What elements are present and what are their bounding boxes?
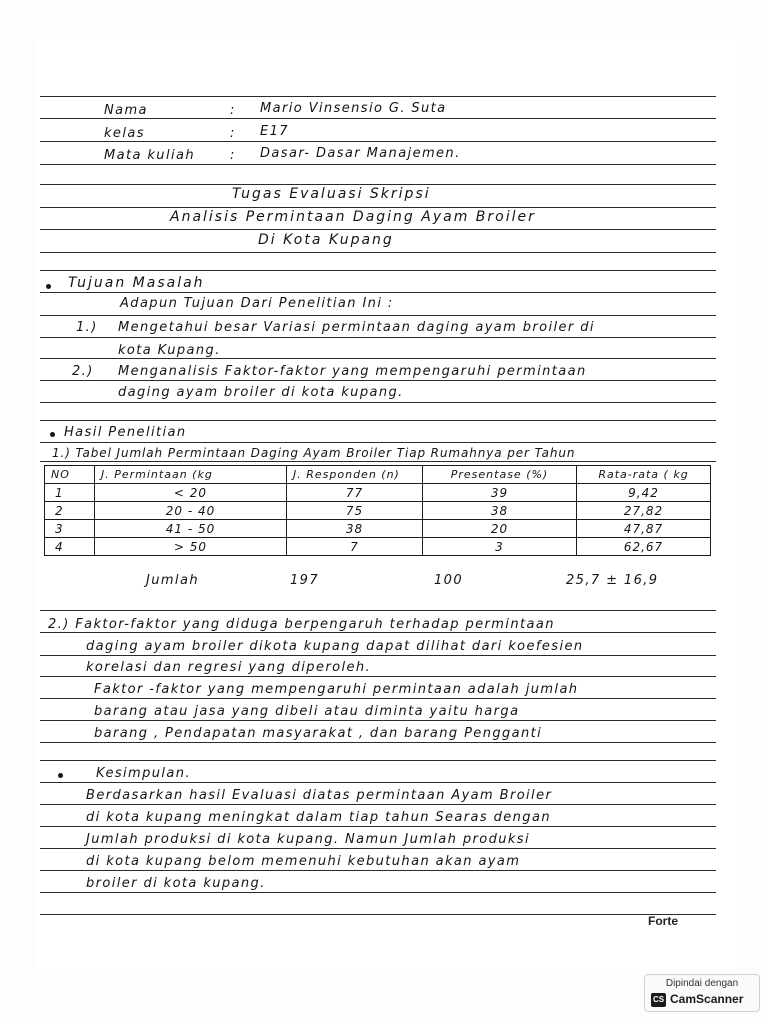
- ruled-line: [40, 676, 716, 677]
- hasil-heading: Hasil Penelitian: [64, 425, 187, 440]
- tujuan-item-2-line-2: daging ayam broiler di kota kupang.: [118, 385, 404, 400]
- ruled-line: [40, 632, 716, 633]
- table-row: [45, 520, 711, 538]
- ruled-line: [40, 402, 716, 403]
- ruled-line: [40, 720, 716, 721]
- ruled-line: [40, 698, 716, 699]
- total-rata-rata: 25,7 ± 16,9: [566, 573, 659, 588]
- kesimpulan-line-3: Jumlah produksi di kota kupang. Namun Jumlah produksi: [86, 832, 530, 847]
- ruled-line: [40, 870, 716, 871]
- ruled-line: [40, 655, 716, 656]
- table-row: [45, 484, 711, 502]
- tujuan-item-1-line-2: kota Kupang.: [118, 343, 221, 358]
- ruled-line: [40, 358, 716, 359]
- cell-rata-rata: 9,42: [577, 484, 711, 502]
- kelas-separator: :: [230, 126, 236, 141]
- kelas-label: kelas: [104, 126, 145, 141]
- table-row: [45, 502, 711, 520]
- faktor-line-4: Faktor -faktor yang mempengaruhi permintaan adalah jumlah: [94, 682, 579, 697]
- ruled-line: [40, 848, 716, 849]
- table-row: [45, 538, 711, 556]
- permintaan-table: [44, 465, 711, 556]
- matkul-separator: :: [230, 148, 236, 163]
- nama-label: Nama: [104, 103, 148, 118]
- tujuan-heading: Tujuan Masalah: [68, 275, 205, 291]
- ruled-line: [40, 892, 716, 893]
- ruled-line: [40, 141, 716, 142]
- faktor-line-1: 2.) Faktor-faktor yang diduga berpengaruh terhadap permintaan: [48, 617, 555, 632]
- cell-permintaan: 20 - 40: [95, 502, 287, 520]
- tujuan-item-2-line-1: Menganalisis Faktor-faktor yang mempengaruhi permintaan: [118, 364, 587, 379]
- col-header-no: NO: [45, 466, 95, 484]
- matkul-value: Dasar- Dasar Manajemen.: [260, 146, 461, 161]
- title-line-1: Tugas Evaluasi Skripsi: [232, 186, 431, 202]
- faktor-line-6: barang , Pendapatan masyarakat , dan barang Pengganti: [94, 726, 543, 741]
- faktor-line-5: barang atau jasa yang dibeli atau diminta yaitu harga: [94, 704, 520, 719]
- notebook-brand: Forte: [648, 914, 678, 928]
- nama-separator: :: [230, 103, 236, 118]
- total-label: Jumlah: [146, 573, 199, 588]
- kesimpulan-line-2: di kota kupang meningkat dalam tiap tahun Searas dengan: [86, 810, 551, 825]
- cell-permintaan: 41 - 50: [95, 520, 287, 538]
- cell-presentase: 3: [423, 538, 577, 556]
- ruled-line: [40, 914, 716, 915]
- col-header-permintaan: J. Permintaan (kg: [95, 466, 287, 484]
- scanner-caption: Dipindai dengan: [665, 978, 739, 989]
- ruled-line: [40, 380, 716, 381]
- ruled-line: [40, 442, 716, 443]
- col-header-responden: J. Responden (n): [287, 466, 423, 484]
- total-responden: 197: [290, 573, 320, 588]
- col-header-presentase: Presentase (%): [423, 466, 577, 484]
- cell-no: 4: [45, 538, 95, 556]
- cell-responden: 38: [287, 520, 423, 538]
- total-presentase: 100: [434, 573, 464, 588]
- ruled-line: [40, 742, 716, 743]
- ruled-line: [40, 315, 716, 316]
- ruled-line: [40, 610, 716, 611]
- ruled-line: [40, 420, 716, 421]
- ruled-line: [40, 252, 716, 253]
- ruled-line: [40, 118, 716, 119]
- cell-presentase: 20: [423, 520, 577, 538]
- camscanner-watermark: [644, 974, 760, 1012]
- cell-responden: 77: [287, 484, 423, 502]
- col-header-rata-rata: Rata-rata ( kg: [577, 466, 711, 484]
- cell-permintaan: < 20: [95, 484, 287, 502]
- camscanner-logo-icon: CS: [651, 993, 666, 1007]
- ruled-line: [40, 229, 716, 230]
- cell-responden: 75: [287, 502, 423, 520]
- cell-rata-rata: 47,87: [577, 520, 711, 538]
- cell-rata-rata: 62,67: [577, 538, 711, 556]
- cell-no: 1: [45, 484, 95, 502]
- bullet-tujuan: [46, 284, 51, 289]
- table-caption: 1.) Tabel Jumlah Permintaan Daging Ayam Broiler Tiap Rumahnya per Tahun: [52, 446, 576, 460]
- ruled-line: [40, 461, 716, 462]
- ruled-line: [40, 270, 716, 271]
- kesimpulan-heading: Kesimpulan.: [96, 766, 191, 781]
- kesimpulan-line-5: broiler di kota kupang.: [86, 876, 266, 891]
- faktor-line-2: daging ayam broiler dikota kupang dapat dilihat dari koefesien: [86, 639, 584, 654]
- ruled-line: [40, 96, 716, 97]
- cell-presentase: 39: [423, 484, 577, 502]
- ruled-line: [40, 804, 716, 805]
- cell-no: 3: [45, 520, 95, 538]
- title-line-2: Analisis Permintaan Daging Ayam Broiler: [170, 209, 536, 225]
- bullet-kesimpulan: [58, 773, 63, 778]
- table-header-row: [45, 466, 711, 484]
- cell-rata-rata: 27,82: [577, 502, 711, 520]
- tujuan-item-1-number: 1.): [76, 320, 98, 335]
- ruled-line: [40, 207, 716, 208]
- ruled-line: [40, 292, 716, 293]
- scanner-name: CamScanner: [670, 992, 744, 1006]
- nama-value: Mario Vinsensio G. Suta: [260, 101, 447, 116]
- matkul-label: Mata kuliah: [104, 148, 195, 163]
- tujuan-item-2-number: 2.): [72, 364, 94, 379]
- ruled-line: [40, 782, 716, 783]
- kesimpulan-line-1: Berdasarkan hasil Evaluasi diatas permintaan Ayam Broiler: [86, 788, 553, 803]
- tujuan-intro: Adapun Tujuan Dari Penelitian Ini :: [120, 296, 394, 311]
- cell-permintaan: > 50: [95, 538, 287, 556]
- kesimpulan-line-4: di kota kupang belom memenuhi kebutuhan akan ayam: [86, 854, 521, 869]
- ruled-line: [40, 184, 716, 185]
- ruled-line: [40, 826, 716, 827]
- kelas-value: E17: [260, 124, 289, 139]
- cell-responden: 7: [287, 538, 423, 556]
- faktor-line-3: korelasi dan regresi yang diperoleh.: [86, 660, 372, 675]
- cell-no: 2: [45, 502, 95, 520]
- tujuan-item-1-line-1: Mengetahui besar Variasi permintaan daging ayam broiler di: [118, 320, 595, 335]
- bullet-hasil: [50, 432, 55, 437]
- ruled-line: [40, 164, 716, 165]
- ruled-line: [40, 337, 716, 338]
- title-line-3: Di Kota Kupang: [258, 232, 394, 248]
- ruled-line: [40, 760, 716, 761]
- cell-presentase: 38: [423, 502, 577, 520]
